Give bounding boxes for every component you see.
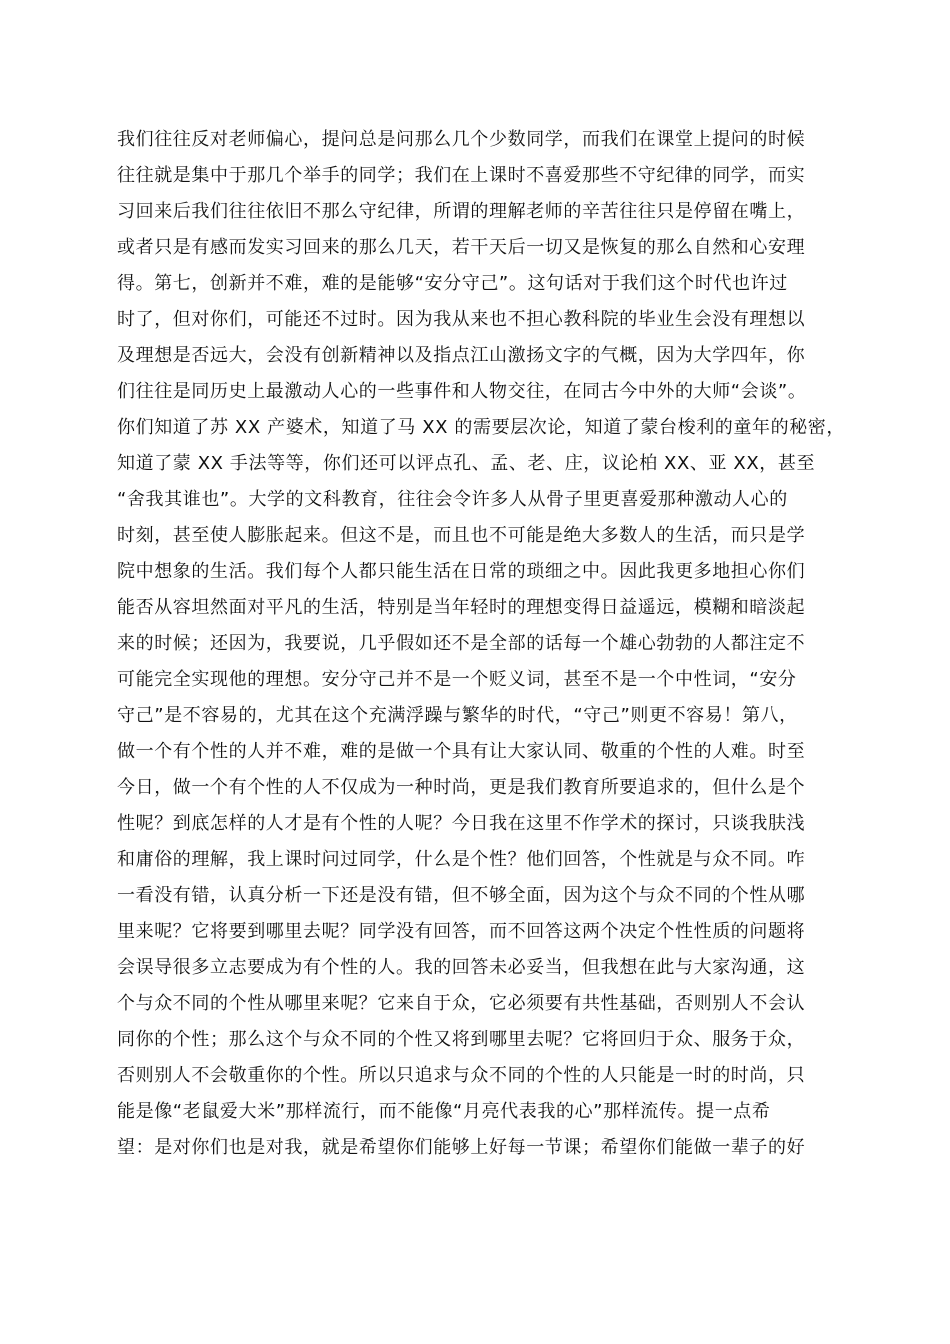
- text-line-4: 或者只是有感而发实习回来的那么几天，若干天后一切又是恢复的那么自然和心安理: [117, 237, 806, 258]
- text-line-5: 得。第七，创新并不难，难的是能够“安分守己”。这句话对于我们这个时代也许过: [117, 273, 788, 294]
- text-line-14: 能否从容坦然面对平凡的生活，特别是当年轻时的理想变得日益遥远，模糊和暗淡起: [117, 597, 806, 618]
- text-line-22: 一看没有错，认真分析一下还是没有错，但不够全面，因为这个与众不同的个性从哪: [117, 885, 806, 906]
- text-line-19: 今日，做一个有个性的人不仅成为一种时尚，更是我们教育所要追求的，但什么是个: [117, 777, 806, 798]
- text-line-8: 们往往是同历史上最激动人心的一些事件和人物交往，在同古今中外的大师“会谈”。: [117, 381, 807, 402]
- text-line-18: 做一个有个性的人并不难，难的是做一个具有让大家认同、敬重的个性的人难。时至: [117, 741, 806, 762]
- text-line-26: 同你的个性；那么这个与众不同的个性又将到哪里去呢？它将回归于众、服务于众，: [117, 1029, 806, 1050]
- text-line-1: 我们往往反对老师偏心，提问总是问那么几个少数同学，而我们在课堂上提问的时候: [117, 129, 806, 150]
- text-line-3: 习回来后我们往往依旧不那么守纪律，所谓的理解老师的辛苦往往只是停留在嘴上，: [117, 201, 806, 222]
- text-line-29: 望：是对你们也是对我，就是希望你们能够上好每一节课；希望你们能做一辈子的好: [117, 1137, 806, 1158]
- text-line-20: 性呢？到底怎样的人才是有个性的人呢？今日我在这里不作学术的探讨，只谈我肤浅: [117, 813, 806, 834]
- text-line-6: 时了，但对你们，可能还不过时。因为我从来也不担心教科院的毕业生会没有理想以: [117, 309, 806, 330]
- text-line-24: 会误导很多立志要成为有个性的人。我的回答未必妥当，但我想在此与大家沟通，这: [117, 957, 806, 978]
- text-line-7: 及理想是否远大，会没有创新精神以及指点江山激扬文字的气概，因为大学四年，你: [117, 345, 806, 366]
- text-line-2: 往往就是集中于那几个举手的同学；我们在上课时不喜爱那些不守纪律的同学，而实: [117, 165, 806, 186]
- text-line-28: 能是像“老鼠爱大米”那样流行，而不能像“月亮代表我的心”那样流传。提一点希: [117, 1101, 771, 1122]
- text-line-17: 守己”是不容易的，尤其在这个充满浮躁与繁华的时代，“守己”则更不容易！第八，: [117, 705, 798, 726]
- text-line-23: 里来呢？它将要到哪里去呢？同学没有回答，而不回答这两个决定个性性质的问题将: [117, 921, 806, 942]
- text-line-9: 你们知道了苏 XX 产婆术，知道了马 XX 的需要层次论，知道了蒙台梭利的童年的秘密，: [117, 417, 846, 438]
- text-line-12: 时刻，甚至使人膨胀起来。但这不是，而且也不可能是绝大多数人的生活，而只是学: [117, 525, 806, 546]
- body-paragraph: [117, 122, 846, 1166]
- text-line-11: “舍我其谁也”。大学的文科教育，往往会令许多人从骨子里更喜爱那种激动人心的: [117, 489, 788, 510]
- text-line-16: 可能完全实现他的理想。安分守己并不是一个贬义词，甚至不是一个中性词，“安分: [117, 669, 797, 690]
- text-line-13: 院中想象的生活。我们每个人都只能生活在日常的琐细之中。因此我更多地担心你们: [117, 561, 806, 582]
- text-line-21: 和庸俗的理解，我上课时问过同学，什么是个性？他们回答，个性就是与众不同。咋: [117, 849, 806, 870]
- text-line-25: 个与众不同的个性从哪里来呢？它来自于众，它必须要有共性基础，否则别人不会认: [117, 993, 806, 1014]
- text-line-10: 知道了蒙 XX 手法等等，你们还可以评点孔、孟、老、庄，议论柏 XX、亚 XX，甚至: [117, 453, 816, 474]
- text-line-27: 否则别人不会敬重你的个性。所以只追求与众不同的个性的人只能是一时的时尚，只: [117, 1065, 806, 1086]
- text-line-15: 来的时候；还因为，我要说，几乎假如还不是全部的话每一个雄心勃勃的人都注定不: [117, 633, 806, 654]
